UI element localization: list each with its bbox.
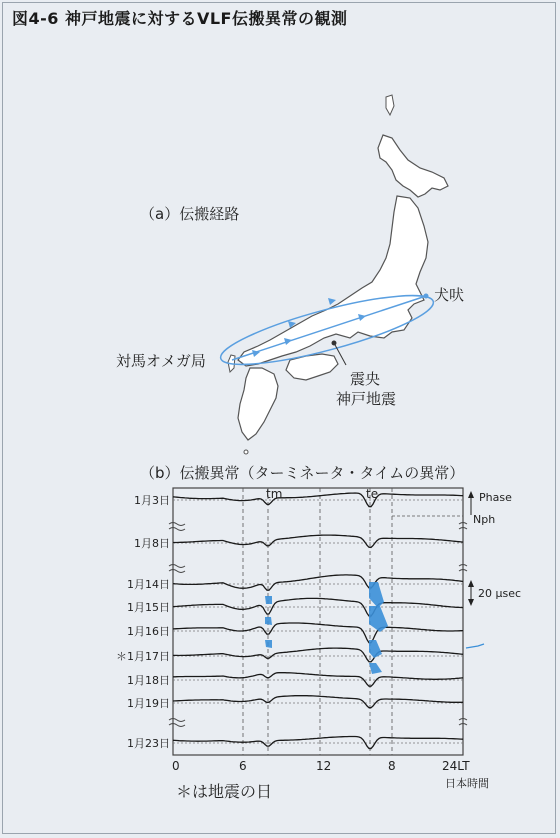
x-tick-label: 8 xyxy=(388,759,396,773)
x-tick-label: 24LT xyxy=(442,759,470,773)
anomaly-fill xyxy=(369,582,384,608)
date-row-label: 1月16日 xyxy=(127,625,170,638)
transmitter-label: 対馬オメガ局 xyxy=(116,352,206,370)
trace-line xyxy=(173,673,463,687)
epicenter-label-2: 神戸地震 xyxy=(336,390,397,408)
date-row-label: 1月8日 xyxy=(134,537,170,550)
anomaly-fill xyxy=(369,606,388,632)
trace-line xyxy=(173,648,463,662)
scale-label: 20 μsec xyxy=(478,587,522,600)
map-section-label: （a）伝搬経路 xyxy=(140,205,240,223)
trace-line xyxy=(173,737,463,749)
scale-arrow-head-up xyxy=(468,580,474,587)
axis-break xyxy=(169,565,185,568)
date-row-label: 1月18日 xyxy=(127,674,170,687)
x-tick-label: 0 xyxy=(172,759,180,773)
trace-line xyxy=(173,696,463,708)
x-tick-label: 12 xyxy=(316,759,332,773)
date-row-label: 1月15日 xyxy=(127,601,170,614)
trace-line xyxy=(173,575,463,590)
anomaly-fill xyxy=(265,617,272,625)
epicenter-label-1: 震央 xyxy=(350,370,381,388)
axis-break xyxy=(169,570,185,573)
chart-frame xyxy=(173,488,463,755)
date-row-label: 1月3日 xyxy=(134,494,170,507)
anomaly-fill xyxy=(369,640,382,658)
trace-line xyxy=(173,623,463,643)
nph-label: Nph xyxy=(473,513,496,526)
anomaly-fill xyxy=(265,596,272,604)
stray-mark xyxy=(466,644,484,648)
tm-label: tm xyxy=(266,487,283,501)
scale-arrow-head-down xyxy=(468,599,474,606)
x-unit-label: 日本時間 xyxy=(445,777,489,790)
axis-break xyxy=(169,719,185,722)
phase-label: Phase xyxy=(479,491,512,504)
axis-break xyxy=(169,724,185,727)
footnote: ＊は地震の日 xyxy=(176,782,273,801)
anomaly-fill xyxy=(265,640,272,648)
axis-break xyxy=(169,523,185,526)
phase-arrow-head xyxy=(468,491,474,498)
date-row-label: ＊1月17日 xyxy=(116,650,170,663)
chart-section-label: （b）伝搬異常（ターミネータ・タイムの異常） xyxy=(140,464,465,482)
trace-line xyxy=(173,535,463,547)
date-row-label: 1月14日 xyxy=(127,578,170,591)
receiver-label: 犬吠 xyxy=(434,286,465,304)
x-tick-label: 6 xyxy=(239,759,247,773)
axis-break xyxy=(169,528,185,531)
date-row-label: 1月23日 xyxy=(127,737,170,750)
te-label: te xyxy=(366,487,379,501)
figure-title: 図4-6 神戸地震に対するVLF伝搬異常の観測 xyxy=(12,9,348,28)
anomaly-fill xyxy=(369,663,382,674)
date-row-label: 1月19日 xyxy=(127,697,170,710)
